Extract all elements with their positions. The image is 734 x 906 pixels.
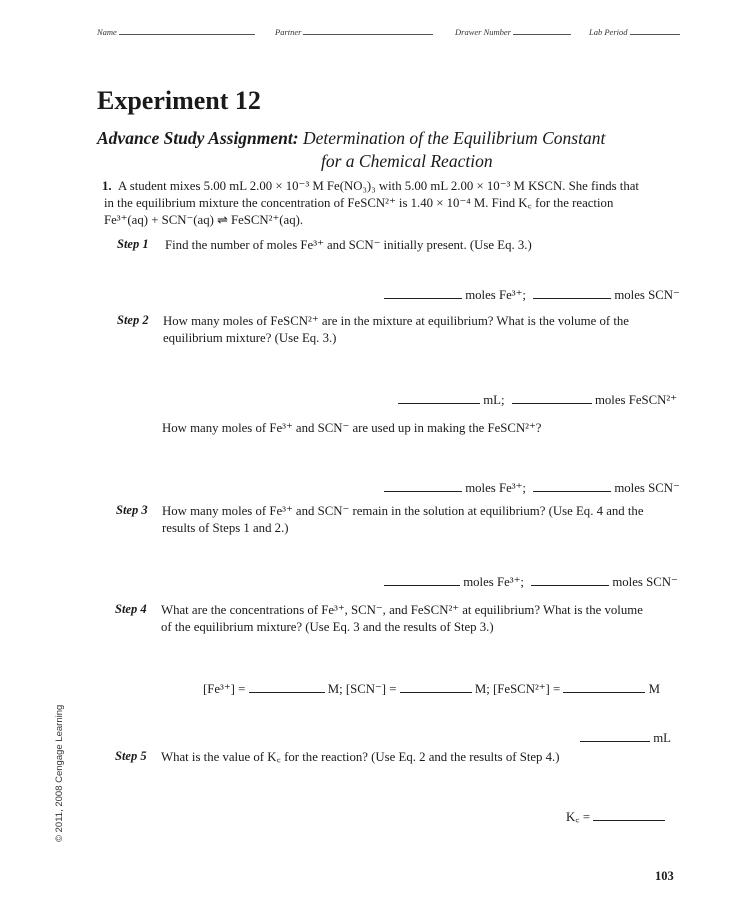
step-4-volume-blank[interactable]: [580, 729, 650, 742]
lab-period-label: Lab Period: [589, 27, 628, 37]
step-3-label: Step 3: [116, 503, 148, 517]
step-5-kc-label: K꜀ =: [566, 810, 591, 824]
step-5-kc-row: [566, 808, 665, 825]
page-title: Experiment 12: [97, 86, 261, 115]
step-4-volume-row: [580, 729, 671, 746]
step-2-fescn-blank[interactable]: [512, 391, 592, 404]
lab-period-blank[interactable]: [630, 34, 680, 35]
drawer-label: Drawer Number: [455, 27, 511, 37]
step-1-answer-row: [384, 286, 680, 303]
step-4-question-line-1: What are the concentrations of Fe³⁺, SCN⁻, and FeSCN²⁺ at equilibrium? What is the volume: [161, 603, 643, 617]
name-label: Name: [97, 27, 117, 37]
subtitle-line-2: for a Chemical Reaction: [321, 151, 493, 171]
name-field: [97, 27, 255, 37]
step-1-label: Step 1: [117, 237, 149, 251]
step-2-used-answer-row: [384, 479, 680, 496]
drawer-field: [455, 27, 571, 37]
problem-line-1: A student mixes 5.00 mL 2.00 × 10⁻³ M Fe(NO₃)₃ with 5.00 mL 2.00 × 10⁻³ M KSCN. She finds that: [118, 179, 639, 193]
subtitle-line-1: [97, 128, 605, 149]
subtitle-rest: Determination of the Equilibrium Constant: [302, 128, 606, 148]
step-1-scn-blank[interactable]: [533, 286, 611, 299]
step-4-scn-label: M; [SCN⁻] =: [327, 682, 397, 696]
partner-blank[interactable]: [303, 34, 433, 35]
lab-period-field: [589, 27, 680, 37]
problem-line-3: Fe³⁺(aq) + SCN⁻(aq) ⇌ FeSCN²⁺(aq).: [104, 213, 304, 227]
problem-number: 1.: [102, 179, 112, 193]
step-2-fe-used-blank[interactable]: [384, 479, 462, 492]
step-4-question-line-2: of the equilibrium mixture? (Use Eq. 3 and the results of Step 3.): [161, 620, 494, 634]
step-4-answer-row: [203, 680, 660, 697]
step-3-scn-unit: moles SCN⁻: [612, 575, 678, 589]
step-2-volume-blank[interactable]: [398, 391, 480, 404]
step-4-fescn-blank[interactable]: [563, 680, 645, 693]
step-4-m-unit: M: [648, 682, 661, 696]
step-3-fe-unit: moles Fe³⁺;: [463, 575, 524, 589]
drawer-blank[interactable]: [513, 34, 571, 35]
page-number: 103: [655, 869, 674, 883]
step-3-question-line-1: How many moles of Fe³⁺ and SCN⁻ remain in the solution at equilibrium? (Use Eq. 4 and the: [162, 504, 644, 518]
partner-field: [275, 27, 433, 37]
step-2-question-line-2: equilibrium mixture? (Use Eq. 3.): [163, 331, 337, 345]
step-2-volume-unit: mL;: [483, 393, 505, 407]
step-4-scn-blank[interactable]: [400, 680, 472, 693]
step-1-question: Find the number of moles Fe³⁺ and SCN⁻ initially present. (Use Eq. 3.): [165, 238, 532, 252]
subtitle-lead: Advance Study Assignment:: [97, 128, 299, 148]
step-4-fe-blank[interactable]: [249, 680, 325, 693]
step-2-fescn-unit: moles FeSCN²⁺: [594, 393, 677, 407]
step-3-fe-blank[interactable]: [384, 573, 460, 586]
step-5-question: What is the value of K꜀ for the reaction? (Use Eq. 2 and the results of Step 4.): [161, 750, 560, 764]
problem-line-2: in the equilibrium mixture the concentration of FeSCN²⁺ is 1.40 × 10⁻⁴ M. Find K꜀ for the reaction: [104, 196, 614, 210]
step-2-scn-used-unit: moles SCN⁻: [614, 481, 680, 495]
name-blank[interactable]: [119, 34, 255, 35]
step-1-fe-blank[interactable]: [384, 286, 462, 299]
step-2-label: Step 2: [117, 313, 149, 327]
step-2-question-2: How many moles of Fe³⁺ and SCN⁻ are used up in making the FeSCN²⁺?: [162, 421, 542, 435]
partner-label: Partner: [275, 27, 302, 37]
step-4-ml-unit: mL: [653, 731, 671, 745]
step-5-label: Step 5: [115, 749, 147, 763]
step-5-kc-blank[interactable]: [593, 808, 665, 821]
step-2-answer-row: [398, 391, 677, 408]
step-4-fe-label: [Fe³⁺] =: [203, 682, 246, 696]
step-1-fe-unit: moles Fe³⁺;: [465, 288, 526, 302]
step-4-fescn-label: M; [FeSCN²⁺] =: [474, 682, 561, 696]
step-3-question-line-2: results of Steps 1 and 2.): [162, 521, 289, 535]
step-2-question-line-1: How many moles of FeSCN²⁺ are in the mixture at equilibrium? What is the volume of the: [163, 314, 629, 328]
step-3-answer-row: [384, 573, 678, 590]
step-1-scn-unit: moles SCN⁻: [614, 288, 680, 302]
step-3-scn-blank[interactable]: [531, 573, 609, 586]
copyright-side-text: © 2011, 2008 Cengage Learning: [54, 704, 65, 842]
step-2-scn-used-blank[interactable]: [533, 479, 611, 492]
step-2-fe-used-unit: moles Fe³⁺;: [465, 481, 526, 495]
step-4-label: Step 4: [115, 602, 147, 616]
